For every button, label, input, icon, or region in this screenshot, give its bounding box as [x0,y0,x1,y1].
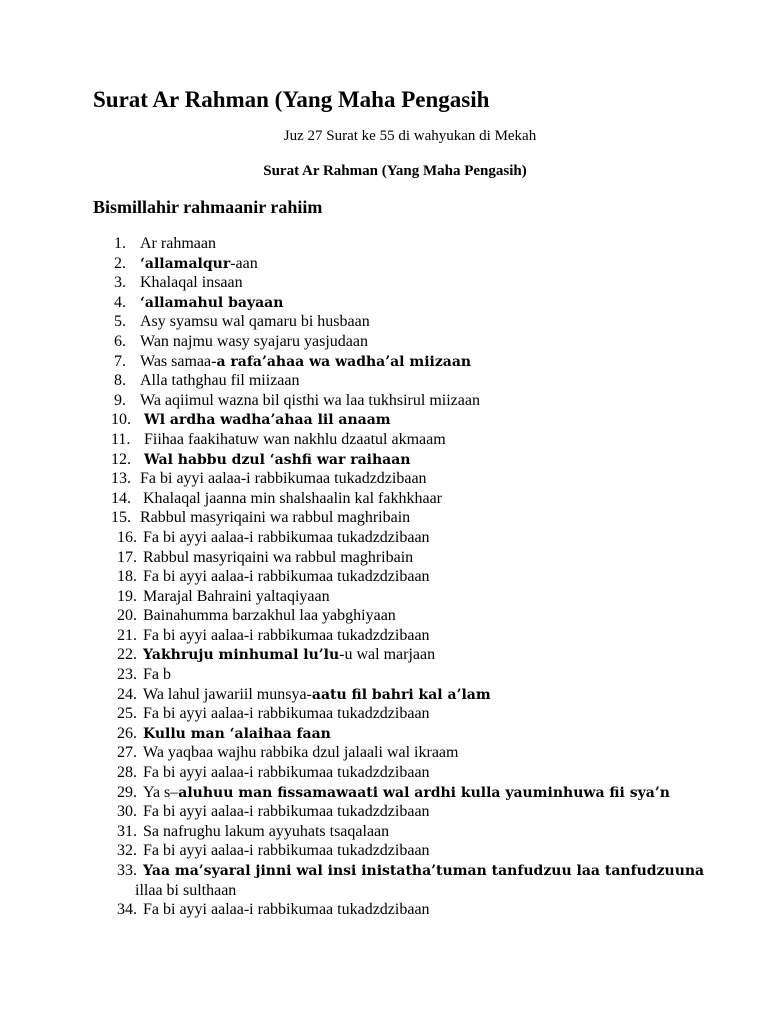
verse-text [144,430,446,450]
verse-item [0,548,768,568]
verse-text-bold: ‘allamalqur [140,255,231,272]
verse-number: 21. [117,626,137,644]
verse-text-regular: Was samaa- [140,352,217,370]
verse-number: 32. [117,842,137,860]
verse-text-bold: ‘allamahul bayaan [140,294,284,311]
verse-text-regular: Fa bi ayyi aalaa-i rabbikumaa tukadzdzibaan [143,803,430,821]
verse-text-regular: Khalaqal insaan [140,274,243,292]
verse-text-regular: Fiihaa faakihatuw wan nakhlu dzaatul akmaam [144,430,446,448]
verse-number: 22. [117,646,137,664]
verse-number: 5. [114,313,126,331]
verse-text [140,469,427,489]
verse-text [143,783,670,804]
verse-text [143,685,491,706]
verse-number: 1. [114,235,126,252]
verse-text-regular: Ar rahmaan [140,235,216,252]
verse-text-regular: Khalaqal jaanna min shalshaalin kal fakhkhaar [143,489,442,507]
verse-item [0,900,768,920]
verse-number: 17. [117,548,137,566]
verse-text-bold: Yakhruju minhumal lu’lu [143,647,340,664]
verse-text [143,665,171,685]
verse-text-regular: Fa bi ayyi aalaa-i rabbikumaa tukadzdzibaan [143,626,430,644]
verse-number: 24. [117,685,137,703]
verse-item [0,234,768,254]
verse-text-regular: Fa b [143,666,171,684]
verse-text [140,371,300,391]
verse-item [0,763,768,783]
verse-text [140,273,243,293]
verse-text-suffix: -u wal marjaan [339,646,436,664]
verse-text [140,352,471,373]
verse-text [143,763,430,783]
verse-text [140,391,480,411]
verse-number: 3. [114,274,126,292]
verse-text-regular: Rabbul masyriqaini wa rabbul maghribain [143,548,414,566]
verse-text-regular: Fa bi ayyi aalaa-i rabbikumaa tukadzdzibaan [143,764,430,782]
verse-item [0,254,768,274]
verse-text-regular: Fa bi ayyi aalaa-i rabbikumaa tukadzdzibaan [143,901,430,919]
verse-text [143,900,430,920]
verse-number: 13. [111,470,131,488]
verse-text [140,312,370,332]
verse-number: 8. [114,372,126,390]
verse-text [143,724,331,745]
verse-text-regular: Ya s– [143,783,179,801]
verse-item [0,352,768,372]
verse-text [143,567,430,587]
verse-item [0,430,768,450]
verse-text [143,822,389,842]
verse-item [0,587,768,607]
verse-text-regular: Marajal Bahraini yaltaqiyaan [143,587,330,605]
verse-text [143,587,330,607]
verse-text [143,606,396,626]
verse-number: 7. [114,352,126,370]
verse-text-regular: Fa bi ayyi aalaa-i rabbikumaa tukadzdzibaan [143,842,430,860]
verse-item [0,724,768,744]
bismillah-line: Bismillahir rahmaanir rahiim [93,197,323,217]
verse-text-regular: Fa bi ayyi aalaa-i rabbikumaa tukadzdzibaan [143,705,430,723]
verse-text-regular: Bainahumma barzakhul laa yabghiyaan [143,607,396,625]
verse-item [0,528,768,548]
verse-number: 19. [117,587,137,605]
verse-text [140,234,216,254]
verse-text-regular: Fa bi ayyi aalaa-i rabbikumaa tukadzdzibaan [143,568,430,586]
verse-item [0,665,768,685]
verse-number: 28. [117,764,137,782]
verse-number: 10. [111,411,131,429]
verse-number: 29. [117,783,137,801]
verse-number: 6. [114,332,126,350]
verse-text [143,548,413,568]
verse-text [144,450,410,471]
verse-number: 15. [111,509,131,527]
verse-text-regular: Fa bi ayyi aalaa-i rabbikumaa tukadzdzibaan [143,528,430,546]
verse-text [140,254,258,275]
verse-text-regular: Wa aqiimul wazna bil qisthi wa laa tukhsirul miizaan [140,391,480,409]
verse-number: 20. [117,607,137,625]
verse-number: 14. [111,489,131,507]
verse-number: 4. [114,293,126,311]
verse-text [143,626,430,646]
verse-item [0,332,768,352]
verse-text [140,332,368,352]
surah-info: Juz 27 Surat ke 55 di wahyukan di Mekah [283,128,537,144]
verse-number: 18. [117,568,137,586]
verse-item [0,567,768,587]
verse-text [143,704,430,724]
verse-item [0,626,768,646]
verse-item [0,273,768,293]
verse-text-regular: Fa bi ayyi aalaa-i rabbikumaa tukadzdzibaan [140,470,427,488]
verse-number: 33. [117,862,137,879]
verse-item [0,508,768,528]
verse-text-bold: Wal habbu dzul ‘ashfi war raihaan [144,451,411,468]
verse-text [140,293,283,314]
verse-item [0,743,768,763]
verse-continuation: illaa bi sulthaan [135,881,237,899]
verse-item [0,645,768,665]
verse-text-regular: Wan najmu wasy syajaru yasjudaan [140,332,368,350]
verse-number: 26. [117,724,137,742]
verse-number: 27. [117,744,137,762]
verse-text [143,528,430,548]
verse-item [0,606,768,626]
verse-item [0,802,768,822]
verse-list [0,234,768,920]
document-title: Surat Ar Rahman (Yang Maha Pengasih [93,87,490,112]
verse-text-bold: Kullu man ‘alaihaa faan [143,725,331,742]
verse-text-regular: Sa nafrughu lakum ayyuhats tsaqalaan [143,822,390,840]
verse-text-bold: Yaa ma’syaral jinni wal insi inistatha’tuman tanfudzuu laa tanfudzuuna [143,863,705,879]
verse-text [143,743,458,763]
verse-item [0,391,768,411]
verse-text-regular: Wa yaqbaa wajhu rabbika dzul jalaali wal ikraam [143,744,459,762]
verse-text-bold: aatu fil bahri kal a’lam [311,686,491,703]
verse-number: 30. [117,803,137,821]
verse-number: 2. [114,254,126,272]
verse-item [0,704,768,724]
verse-text-bold: a rafa’ahaa wa wadha’al miizaan [216,353,472,370]
verse-text-regular: Asy syamsu wal qamaru bi husbaan [140,313,370,331]
verse-item [0,861,768,900]
verse-number: 31. [117,822,137,840]
verse-number: 34. [117,901,137,919]
verse-item [0,312,768,332]
verse-text-regular: Rabbul masyriqaini wa rabbul maghribain [140,509,411,527]
verse-text [143,861,704,882]
verse-number: 16. [117,528,137,546]
verse-item [0,822,768,842]
verse-number: 25. [117,705,137,723]
verse-text [140,508,410,528]
verse-text-bold: aluhuu man fissamawaati wal ardhi kulla yauminhuwa fii sya’n [178,784,670,801]
verse-text [143,645,435,666]
verse-text-bold: Wl ardha wadha’ahaa lil anaam [144,412,391,429]
verse-text [143,489,442,509]
verse-number: 9. [114,391,126,409]
verse-item [0,783,768,803]
verse-item [0,841,768,861]
verse-text-regular: Wa lahul jawariil munsya- [143,685,312,703]
verse-number: 11. [111,430,131,448]
verse-text [144,410,391,431]
verse-item [0,469,768,489]
verse-text [143,841,430,861]
verse-text-regular: Alla tathghau fil miizaan [140,372,300,390]
surah-heading: Surat Ar Rahman (Yang Maha Pengasih) [263,163,527,179]
verse-text [143,802,430,822]
verse-item [0,450,768,470]
verse-item [0,685,768,705]
verse-item [0,489,768,509]
verse-item [0,410,768,430]
verse-text-suffix: -aan [230,254,258,272]
verse-number: 23. [117,666,137,684]
verse-item [0,293,768,313]
verse-item [0,371,768,391]
verse-number: 12. [111,450,131,468]
